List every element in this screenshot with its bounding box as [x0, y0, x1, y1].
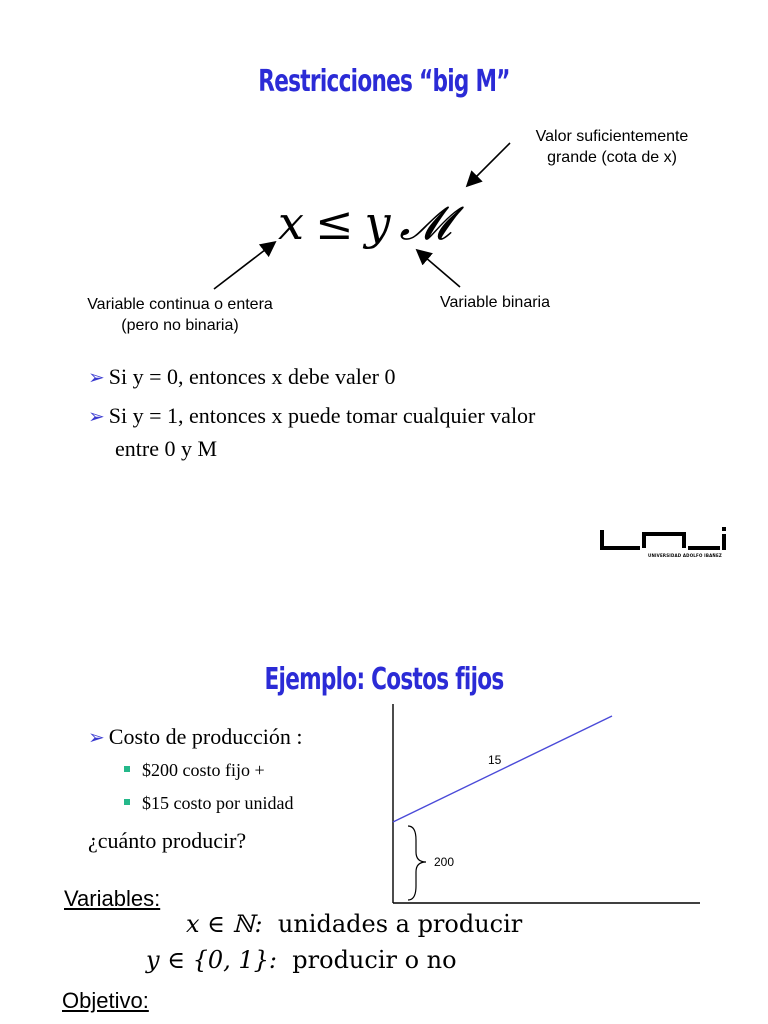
annotation-arrows — [0, 0, 768, 340]
objective-heading: Objetivo: — [62, 988, 149, 1013]
intercept-brace — [408, 826, 426, 900]
var-x-math: x ∈ ℕ: — [186, 910, 263, 938]
annotation-left-line2: (pero no binaria) — [121, 317, 239, 334]
sub-bullet-1-text: $200 costo fijo + — [142, 760, 265, 780]
variables-heading: Variables: — [64, 886, 161, 911]
formula-leq: ≤ — [314, 196, 355, 250]
annotation-left — [60, 294, 300, 336]
slide1-title: Restricciones “big M” — [258, 64, 510, 99]
arrow-to-y — [418, 251, 460, 287]
formula-y: y — [364, 196, 392, 250]
sub-bullet-2-text: $15 costo por unidad — [142, 793, 294, 813]
square-bullet-icon — [124, 799, 130, 805]
uai-logo — [600, 526, 732, 560]
bullet-1-text: Si y = 0, entonces x debe valer 0 — [108, 364, 396, 389]
var-x-line — [186, 910, 522, 938]
var-y-line — [146, 946, 457, 974]
annotation-top-line2: grande (cota de x) — [547, 149, 677, 166]
annotation-left-line1: Variable continua o entera — [87, 296, 273, 313]
cost-line — [393, 716, 612, 822]
var-y-desc: producir o no — [292, 946, 457, 974]
annotation-right: Variable binaria — [440, 294, 550, 311]
square-bullet-icon — [124, 766, 130, 772]
bullet-arrow-icon: ➢ — [88, 727, 105, 749]
bullet-1 — [88, 362, 396, 393]
var-x-desc: unidades a producir — [277, 910, 523, 938]
annotation-top-line1: Valor suficientemente — [535, 128, 689, 145]
uai-logo-text: UNIVERSIDAD ADOLFO IBAÑEZ — [648, 553, 722, 558]
arrow-to-x — [214, 243, 274, 289]
arrow-to-M — [468, 143, 510, 185]
question-text: ¿cuánto producir? — [88, 828, 247, 853]
slide2-title: Ejemplo: Costos fijos — [264, 662, 504, 697]
bullet-2 — [88, 401, 535, 432]
sub-bullet-2 — [124, 793, 293, 814]
formula-x: x — [278, 196, 305, 250]
sub-bullet-1 — [124, 760, 265, 781]
slope-label: 15 — [488, 753, 502, 767]
bullet-2-text: Si y = 1, entonces x puede tomar cualquier valor — [108, 403, 536, 428]
intercept-label: 200 — [434, 855, 455, 869]
cost-bullet — [88, 722, 302, 753]
uai-logo-mark — [600, 526, 732, 552]
cost-bullet-text: Costo de producción : — [108, 724, 303, 749]
bullet-arrow-icon: ➢ — [88, 367, 105, 389]
formula-M: 𝓜 — [399, 196, 453, 250]
var-y-math: y ∈ {0, 1}: — [146, 946, 278, 974]
fixed-cost-chart — [380, 700, 710, 910]
bullet-2-cont: entre 0 y M — [115, 436, 218, 461]
bullet-arrow-icon: ➢ — [88, 406, 105, 428]
